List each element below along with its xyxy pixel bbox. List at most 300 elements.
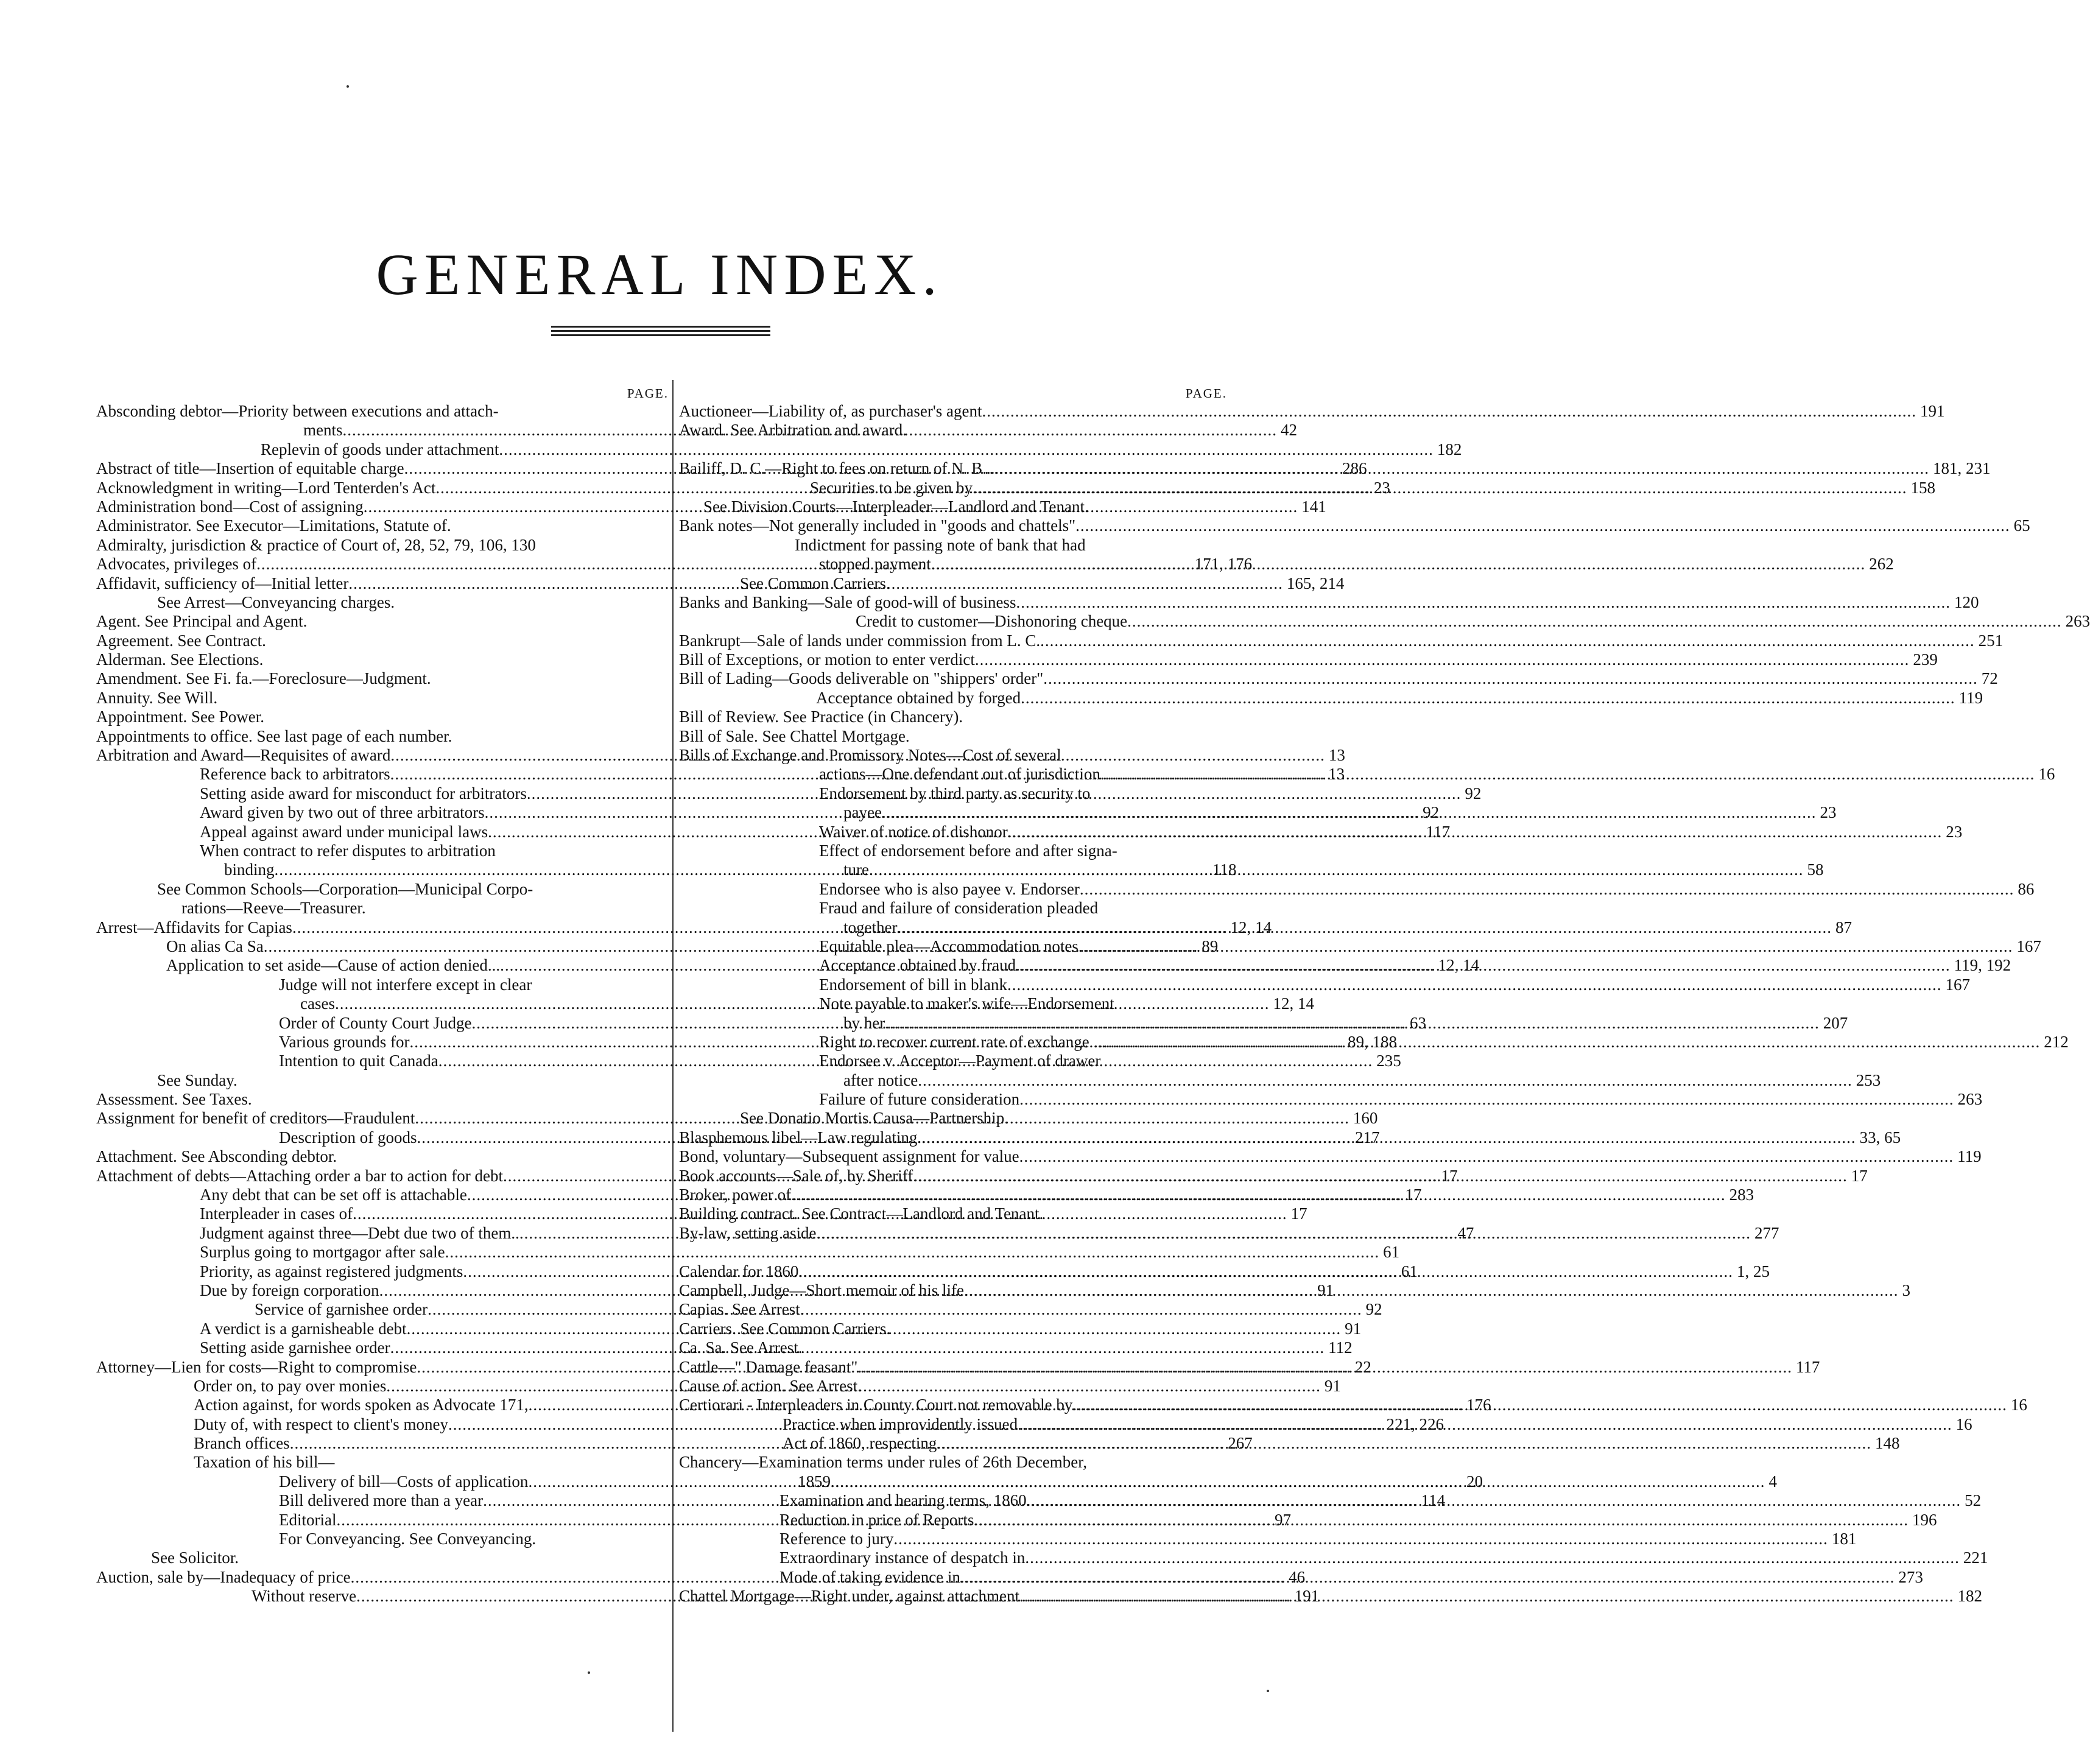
entry-text: Credit to customer—Dishonoring cheque: [856, 612, 1128, 631]
entry-page-number: 181, 231: [1932, 459, 1991, 478]
entry-text: Setting aside garnishee order: [200, 1338, 390, 1357]
entry-text: Bond, voluntary—Subsequent assignment for value: [679, 1147, 1019, 1166]
entry-page-number: 16: [2038, 765, 2055, 784]
entry-page-number: 65: [2013, 516, 2030, 535]
entry-text: See Donatio Mortis Causa—Partnership.: [740, 1109, 1008, 1128]
entry-page-number: 86: [2018, 879, 2035, 898]
entry-text: Endorsee who is also payee v. Endorser: [819, 879, 1080, 898]
leader-dots: [1106, 1033, 2041, 1052]
entry-text: ments: [303, 421, 343, 440]
index-entry: [96, 975, 669, 994]
entry-text: Note payable to maker's wife—Endorsement: [819, 994, 1114, 1013]
index-entry: [96, 536, 669, 555]
leader-dots: [816, 1224, 1751, 1243]
entry-page-number: 22: [1354, 1357, 1371, 1376]
entry-text: stopped payment: [819, 555, 931, 574]
entry-text: Endorsement of bill in blank: [819, 975, 1007, 994]
entry-text: Surplus going to mortgagor after sale: [200, 1243, 445, 1262]
index-entry: [96, 1147, 669, 1166]
entry-text: Advocates, privileges of: [96, 555, 257, 574]
entry-text: Endorsee v. Acceptor—Payment of drawer: [819, 1052, 1101, 1070]
leader-dots: [831, 1472, 1765, 1491]
leader-dots: [1016, 956, 1951, 975]
entry-text: Bankrupt—Sale of lands under commission from L. C.: [679, 631, 1041, 650]
entry-text: Absconding debtor—Priority between executions and attach-: [96, 402, 499, 420]
entry-text: By-law, setting aside: [679, 1223, 817, 1242]
entry-page-number: 91: [1317, 1281, 1334, 1299]
entry-page-number: 17: [1441, 1166, 1458, 1185]
index-entry: [679, 899, 1227, 918]
entry-page-number: 61: [1383, 1243, 1400, 1262]
entry-page-number: 263: [2065, 612, 2090, 631]
entry-text: Appointments to office. See last page of each number.: [96, 726, 452, 745]
leader-dots: [994, 459, 1929, 478]
entry-text: Cause of action. See Arrest.: [679, 1376, 862, 1395]
index-entry: [96, 842, 669, 860]
index-entry: [679, 1377, 1227, 1396]
entry-text: See Sunday.: [157, 1070, 237, 1089]
entry-text: Judgment against three—Debt due two of them..: [200, 1223, 519, 1242]
entry-page-number: 117: [1426, 822, 1451, 841]
index-entry: [96, 1071, 669, 1090]
index-entry: [679, 1319, 1227, 1338]
entry-page-number: 167: [2016, 936, 2041, 955]
index-entry: [96, 516, 669, 535]
index-entry: [679, 402, 1945, 421]
leader-dots: [885, 1014, 1820, 1033]
entry-text: Intention to quit Canada: [279, 1052, 438, 1070]
index-entry: [679, 727, 1227, 746]
entry-text: Appointment. See Power.: [96, 708, 264, 726]
entry-text: Campbell, Judge—Short memoir of his life: [679, 1281, 964, 1299]
entry-text: Award. See Arbitration and award.: [679, 421, 907, 440]
index-entry: [679, 746, 1227, 765]
index-entry: [679, 860, 1824, 879]
entry-page-number: 13: [1328, 765, 1345, 784]
leader-dots: [931, 555, 1866, 574]
entry-page-number: 97: [1274, 1510, 1291, 1529]
entry-page-number: 273: [1898, 1567, 1923, 1586]
index-entry: [96, 727, 669, 746]
entry-text: ture: [843, 860, 869, 879]
entry-text: Bill of Review. See Practice (in Chancery).: [679, 708, 963, 726]
entry-page-number: 20: [1466, 1472, 1483, 1491]
entry-text: See Arrest—Conveyancing charges.: [157, 592, 395, 611]
entry-text: Endorsement by third party as security to: [819, 784, 1091, 803]
leader-dots: [1019, 1090, 1954, 1109]
leader-dots: [1016, 593, 1951, 612]
entry-page-number: 52: [1965, 1491, 1982, 1510]
index-entry: [679, 784, 1227, 803]
index-entry: [679, 1147, 1982, 1166]
entry-text: Equitable plea—Accommodation notes: [819, 936, 1078, 955]
entry-text: Application to set aside—Cause of action denied...: [166, 956, 501, 975]
entry-text: Any debt that can be set off is attachable: [200, 1186, 467, 1204]
entry-page-number: 207: [1823, 1013, 1848, 1032]
entry-text: Assessment. See Taxes.: [96, 1090, 252, 1109]
entry-page-number: 47: [1457, 1223, 1474, 1242]
entry-page-number: 120: [1954, 592, 1979, 611]
leader-dots: [918, 1071, 1852, 1090]
leader-dots: [1040, 631, 1975, 650]
entry-text: Bank notes—Not generally included in "goods and chattels": [679, 516, 1076, 535]
entry-text: Taxation of his bill—: [194, 1453, 335, 1472]
leader-dots: [1075, 516, 2010, 535]
index-entry: [96, 1243, 1400, 1262]
entry-text: Acceptance obtained by forged: [816, 688, 1021, 707]
index-entry: [679, 421, 1227, 440]
entry-page-number: 182: [1957, 1587, 1983, 1606]
entry-page-number: 286: [1342, 459, 1367, 478]
entry-text: For Conveyancing. See Conveyancing.: [279, 1530, 537, 1548]
page-column-header: PAGE.: [627, 386, 669, 401]
entry-page-number: 160: [1353, 1109, 1378, 1128]
entry-page-number: 12, 14: [1273, 994, 1314, 1013]
entry-text: A verdict is a garnisheable debt: [200, 1319, 407, 1338]
entry-page-number: 3: [1902, 1281, 1910, 1299]
entry-text: Arrest—Affidavits for Capias: [96, 918, 292, 936]
entry-page-number: 119: [1957, 1147, 1982, 1166]
entry-text: Abstract of title—Insertion of equitable charge: [96, 459, 404, 478]
entry-page-number: 58: [1807, 860, 1824, 879]
entry-text: Auctioneer—Liability of, as purchaser's agent: [679, 402, 982, 420]
entry-text: Admiralty, jurisdiction & practice of Court of, 28, 52, 79, 106, 130: [96, 535, 536, 554]
entry-text: Without reserve: [252, 1587, 357, 1606]
index-entry: [679, 994, 1227, 1013]
entry-text: Alderman. See Elections.: [96, 650, 264, 669]
entry-page-number: 221, 226: [1386, 1414, 1444, 1433]
entry-page-number: 13: [1328, 746, 1345, 765]
entry-text: Failure of future consideration: [819, 1090, 1020, 1109]
index-entry: [679, 1530, 1857, 1548]
index-entry: [96, 689, 669, 708]
index-entry: [679, 1338, 1227, 1357]
entry-text: Acceptance obtained by fraud: [819, 956, 1016, 975]
entry-text: Service of garnishee order: [255, 1300, 428, 1319]
entry-page-number: 118: [1212, 860, 1237, 879]
entry-page-number: 112: [1328, 1338, 1353, 1357]
entry-page-number: 267: [1228, 1434, 1253, 1453]
entry-text: by her: [843, 1013, 885, 1032]
blank-row: [679, 1243, 1227, 1262]
index-entry: [679, 555, 1894, 574]
entry-page-number: 171, 176: [1194, 555, 1253, 574]
entry-page-number: 89: [1202, 936, 1219, 955]
entry-text: cases: [300, 994, 335, 1013]
entry-text: Appeal against award under municipal laws: [200, 822, 488, 841]
entry-page-number: 263: [1957, 1090, 1983, 1109]
index-entry: [679, 1548, 1988, 1567]
entry-page-number: 277: [1754, 1223, 1779, 1242]
entry-page-number: 4: [1768, 1472, 1777, 1491]
leader-dots: [913, 1167, 1848, 1186]
entry-text: Various grounds for: [279, 1032, 410, 1051]
entry-page-number: 182: [1437, 440, 1462, 459]
leader-dots: [1027, 1491, 1962, 1510]
page-column-header: PAGE.: [1185, 386, 1227, 401]
entry-page-number: 12, 14: [1438, 956, 1480, 975]
index-entry: [96, 440, 1462, 459]
leader-dots: [1080, 880, 2014, 899]
entry-page-number: 92: [1423, 803, 1440, 822]
entry-text: Bailiff, D. C.—Right to fees on return of N. B...: [679, 459, 995, 478]
title-underline: [551, 326, 770, 337]
entry-page-number: 181: [1831, 1530, 1857, 1548]
entry-page-number: 23: [1820, 803, 1837, 822]
entry-text: Order of County Court Judge: [279, 1013, 472, 1032]
entry-text: Capias. See Arrest.: [679, 1300, 804, 1319]
index-entry: [679, 879, 2035, 899]
entry-text: Reference to jury: [779, 1530, 894, 1548]
entry-text: Right to recover current rate of exchange ...: [819, 1032, 1106, 1051]
entry-page-number: 61: [1401, 1262, 1418, 1281]
entry-text: Building contract. See Contract—Landlord and Tenant.: [679, 1204, 1044, 1223]
leader-dots: [975, 650, 1910, 669]
entry-text: Branch offices: [194, 1434, 290, 1453]
entry-text: Fraud and failure of consideration pleaded: [819, 899, 1099, 918]
leader-dots: [1021, 689, 1955, 708]
entry-page-number: 63: [1409, 1013, 1426, 1032]
index-entry: [96, 899, 669, 918]
entry-text: Amendment. See Fi. fa.—Foreclosure—Judgment.: [96, 669, 431, 688]
entry-text: Book accounts—Sale of, by Sheriff: [679, 1166, 913, 1185]
entry-page-number: 119, 192: [1954, 956, 2011, 975]
entry-text: On alias Ca Sa: [166, 936, 264, 955]
entry-text: actions—One defendant out of jurisdiction: [819, 765, 1100, 784]
entry-text: Due by foreign corporation: [200, 1281, 379, 1299]
entry-text: Calendar for 1860: [679, 1262, 799, 1281]
entry-page-number: 212: [2044, 1032, 2069, 1051]
index-entry: [679, 669, 1998, 688]
leader-dots: [882, 803, 1817, 822]
index-entry: [679, 1453, 1227, 1472]
entry-page-number: 23: [1373, 478, 1390, 497]
entry-page-number: 91: [1324, 1376, 1341, 1395]
entry-text: Banks and Banking—Sale of good-will of business: [679, 592, 1016, 611]
entry-page-number: 165, 214: [1286, 574, 1345, 592]
index-entry: [679, 1166, 1868, 1186]
entry-page-number: 1, 25: [1736, 1262, 1770, 1281]
entry-page-number: 253: [1856, 1070, 1881, 1089]
entry-page-number: 91: [1345, 1319, 1362, 1338]
entry-text: Award given by two out of three arbitrators: [200, 803, 485, 822]
entry-text: after notice: [843, 1070, 918, 1089]
entry-page-number: 251: [1978, 631, 2004, 650]
entry-text: Chattel Mortgage—Right under, against attachment: [679, 1587, 1020, 1606]
entry-text: Order on, to pay over monies: [194, 1376, 387, 1395]
index-entry: [96, 402, 669, 421]
entry-text: Acknowledgment in writing—Lord Tenterden's Act: [96, 478, 436, 497]
index-entry: [96, 593, 669, 612]
index-entry: [679, 936, 2041, 956]
leader-dots: [1007, 975, 1942, 994]
entry-text: See Solicitor.: [151, 1548, 239, 1567]
entry-text: Agreement. See Contract.: [96, 631, 266, 650]
entry-text: Agent. See Principal and Agent.: [96, 612, 308, 631]
leader-dots: [937, 1434, 1871, 1453]
entry-page-number: 117: [1795, 1357, 1820, 1376]
index-entry: [679, 975, 1970, 994]
index-entry: [96, 669, 669, 688]
entry-page-number: 23: [1946, 822, 1963, 841]
leader-dots: [893, 1530, 1828, 1548]
entry-text: Securities to be given by: [810, 478, 973, 497]
entry-page-number: 42: [1281, 421, 1297, 440]
entry-text: Act of 1860, respecting: [783, 1434, 937, 1453]
leader-dots: [1019, 1587, 1954, 1606]
entry-text: Action against, for words spoken as Advocate 171,: [194, 1396, 529, 1414]
entry-text: Extraordinary instance of despatch in: [779, 1548, 1026, 1567]
index-entry: [96, 1548, 669, 1567]
entry-text: payee: [843, 803, 882, 822]
leader-dots: [1100, 765, 2035, 784]
index-entry: [679, 592, 1979, 612]
index-entry: [96, 1090, 669, 1109]
entry-text: Mode of taking evidence in: [779, 1567, 960, 1586]
entry-text: Affidavit, sufficiency of—Initial letter: [96, 574, 349, 592]
leader-dots: [921, 1128, 1856, 1147]
entry-text: Judge will not interfere except in clear: [279, 975, 532, 994]
leader-dots: [1127, 612, 2062, 631]
leader-dots: [1019, 1147, 1954, 1166]
entry-text: Administration bond—Cost of assigning: [96, 497, 364, 516]
entry-text: Waiver of notice of dishonor: [819, 822, 1008, 841]
index-entry: [679, 1090, 1983, 1109]
leader-dots: [1072, 1396, 2007, 1414]
index-entry: [96, 1453, 669, 1472]
entry-text: Practice when improvidently issued: [783, 1414, 1018, 1433]
index-entry: [96, 880, 669, 899]
entry-text: binding: [224, 860, 275, 879]
index-entry: [679, 842, 1227, 860]
entry-page-number: 46: [1289, 1567, 1306, 1586]
entry-text: Ca. Sa. See Arrest.: [679, 1338, 803, 1357]
entry-text: See Division Courts—Interpleader—Landlord and Tenant.: [703, 497, 1089, 516]
index-entry: [679, 612, 2090, 631]
entry-page-number: 217: [1354, 1128, 1380, 1147]
blank-row: [679, 440, 1227, 459]
entry-text: Cattle—" Damage feasant": [679, 1357, 858, 1376]
entry-page-number: 239: [1913, 650, 1938, 669]
entry-page-number: 221: [1963, 1548, 1988, 1567]
entry-text: Interpleader in cases of: [200, 1204, 353, 1223]
index-entry: [679, 1052, 1227, 1070]
index-entry: [679, 631, 2004, 650]
entry-page-number: 89, 188: [1347, 1032, 1397, 1051]
entry-text: Reference back to arbitrators: [200, 765, 390, 784]
entry-page-number: 72: [1981, 669, 1998, 688]
leader-dots: [973, 479, 1907, 497]
entry-page-number: 87: [1835, 918, 1852, 936]
leader-dots: [982, 402, 1916, 421]
entry-text: Duty of, with respect to client's money: [194, 1414, 449, 1433]
entry-text: Attachment. See Absconding debtor.: [96, 1147, 337, 1166]
entry-text: Examination and hearing terms, 1860: [779, 1491, 1027, 1510]
index-entry: [679, 688, 1983, 708]
entry-text: Setting aside award for misconduct for arbitrators: [200, 784, 527, 803]
entry-page-number: 119: [1958, 688, 1983, 707]
entry-page-number: 235: [1376, 1052, 1401, 1070]
index-entry: [679, 1109, 1227, 1128]
entry-page-number: 191: [1919, 402, 1945, 420]
index-entry: [96, 650, 669, 669]
entry-page-number: 141: [1301, 497, 1326, 516]
leader-dots: [791, 1186, 1726, 1204]
entry-text: Bill delivered more than a year: [279, 1491, 484, 1510]
entry-text: Chancery—Examination terms under rules of 26th December,: [679, 1453, 1087, 1472]
entry-page-number: 17: [1290, 1204, 1307, 1223]
entry-page-number: 176: [1466, 1396, 1491, 1414]
entry-text: Description of goods: [279, 1128, 417, 1147]
entry-text: Broker, power of: [679, 1186, 792, 1204]
leader-dots: [1078, 937, 2013, 956]
entry-page-number: 196: [1912, 1510, 1937, 1529]
entry-text: Bills of Exchange and Promissory Notes—Cost of several: [679, 746, 1061, 765]
leader-dots: [857, 1358, 1792, 1377]
index-entry: [679, 1204, 1227, 1223]
index-entry: [679, 497, 1227, 516]
entry-text: See Common Carriers.: [740, 574, 890, 592]
index-entry: [96, 708, 669, 726]
entry-text: Bill of Sale. See Chattel Mortgage.: [679, 726, 910, 745]
index-entry: [679, 650, 1938, 669]
stray-mark: [347, 85, 349, 88]
index-entry: [679, 708, 1227, 726]
stray-mark: [588, 1671, 590, 1674]
entry-text: When contract to refer disputes to arbitration: [200, 841, 496, 860]
entry-text: Attorney—Lien for costs—Right to compromise: [96, 1357, 417, 1376]
entry-text: Effect of endorsement before and after signa-: [819, 841, 1117, 860]
entry-text: Arbitration and Award—Requisites of award: [96, 746, 391, 765]
entry-page-number: 158: [1910, 478, 1935, 497]
entry-page-number: 262: [1869, 555, 1894, 574]
leader-dots: [960, 1568, 1895, 1587]
entry-page-number: 17: [1405, 1186, 1422, 1204]
entry-page-number: 16: [1955, 1414, 1972, 1433]
entry-text: Auction, sale by—Inadequacy of price: [96, 1567, 351, 1586]
leader-dots: [1018, 1415, 1952, 1434]
leader-dots: [897, 918, 1832, 937]
entry-page-number: 92: [1365, 1300, 1382, 1319]
entry-text: Editorial: [279, 1510, 337, 1529]
index-entry: [96, 1530, 669, 1548]
index-entry: [679, 536, 1227, 555]
entry-text: Replevin of goods under attachment: [261, 440, 499, 459]
page-title: GENERAL INDEX.: [376, 242, 943, 307]
entry-text: Attachment of debts—Attaching order a bar to action for debt: [96, 1166, 504, 1185]
entry-page-number: 16: [2010, 1396, 2027, 1414]
entry-text: Carriers. See Common Carriers.: [679, 1319, 891, 1338]
entry-text: Reduction in price of Reports: [779, 1510, 974, 1529]
stray-mark: [1267, 1690, 1269, 1692]
leader-dots: [964, 1281, 1899, 1300]
entry-text: Bill of Lading—Goods deliverable on "shippers' order": [679, 669, 1044, 688]
entry-page-number: 33, 65: [1859, 1128, 1901, 1147]
index-entry: [679, 516, 2030, 535]
leader-dots: [1043, 669, 1978, 688]
leader-dots: [974, 1511, 1909, 1530]
entry-text: See Common Schools—Corporation—Municipal Corpo-: [157, 879, 533, 898]
entry-page-number: 12, 14: [1230, 918, 1272, 936]
entry-text: Bill of Exceptions, or motion to enter verdict: [679, 650, 975, 669]
entry-page-number: 191: [1294, 1587, 1320, 1606]
entry-text: Annuity. See Will.: [96, 688, 218, 707]
entry-page-number: 114: [1421, 1491, 1446, 1510]
entry-text: Administrator. See Executor—Limitations, Statute of.: [96, 516, 451, 535]
entry-text: Certiorari - Interpleaders in County Court not removable by: [679, 1396, 1073, 1414]
entry-text: Priority, as against registered judgments: [200, 1262, 463, 1281]
entry-text: rations—Reeve—Treasurer.: [181, 899, 366, 918]
